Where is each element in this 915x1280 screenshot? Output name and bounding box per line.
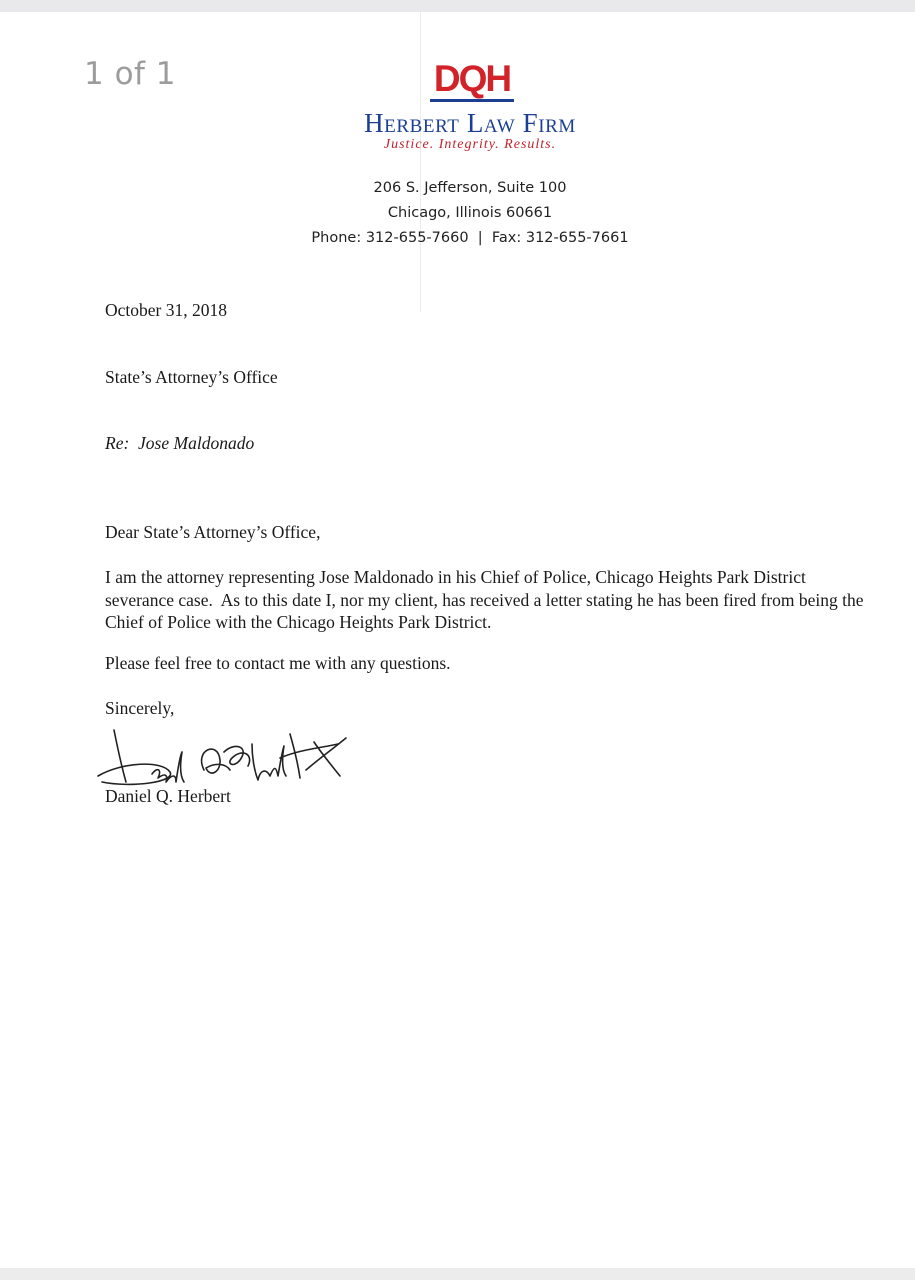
viewer-bottom-strip <box>0 1268 915 1280</box>
logo-mark: DQH <box>433 58 511 99</box>
letter-subject: Re: Jose Maldonado <box>105 433 255 453</box>
logo-underline <box>430 99 514 102</box>
viewer-top-strip <box>0 0 915 12</box>
firm-address <box>260 176 680 251</box>
letter-closing-note: Please feel free to contact me with any questions. <box>105 653 451 673</box>
letter-recipient: State’s Attorney’s Office <box>105 367 278 387</box>
paper-fold-line <box>420 12 421 312</box>
firm-name: Herbert Law Firm <box>364 108 576 138</box>
letter-body: I am the attorney representing Jose Maldonado in his Chief of Police, Chicago Heights Park District severance case. As to this date I, nor my client, has received a letter stating he has been fired from being the Chief of Police with the Chicago Heights Park District. <box>105 567 868 632</box>
letter-sign-off: Sincerely, <box>105 698 175 718</box>
contact-line: Phone: 312-655-7660 | Fax: 312-655-7661 <box>311 230 629 246</box>
page-counter: 1 of 1 <box>84 56 177 92</box>
signer-name: Daniel Q. Herbert <box>105 786 231 806</box>
address-line-2: Chicago, Illinois 60661 <box>387 205 553 221</box>
letter-salutation: Dear State’s Attorney’s Office, <box>105 522 321 542</box>
letter-date: October 31, 2018 <box>105 300 227 320</box>
address-line-1: 206 S. Jefferson, Suite 100 <box>373 180 567 196</box>
firm-logo <box>428 58 516 104</box>
firm-tagline: Justice. Integrity. Results. <box>383 137 557 152</box>
